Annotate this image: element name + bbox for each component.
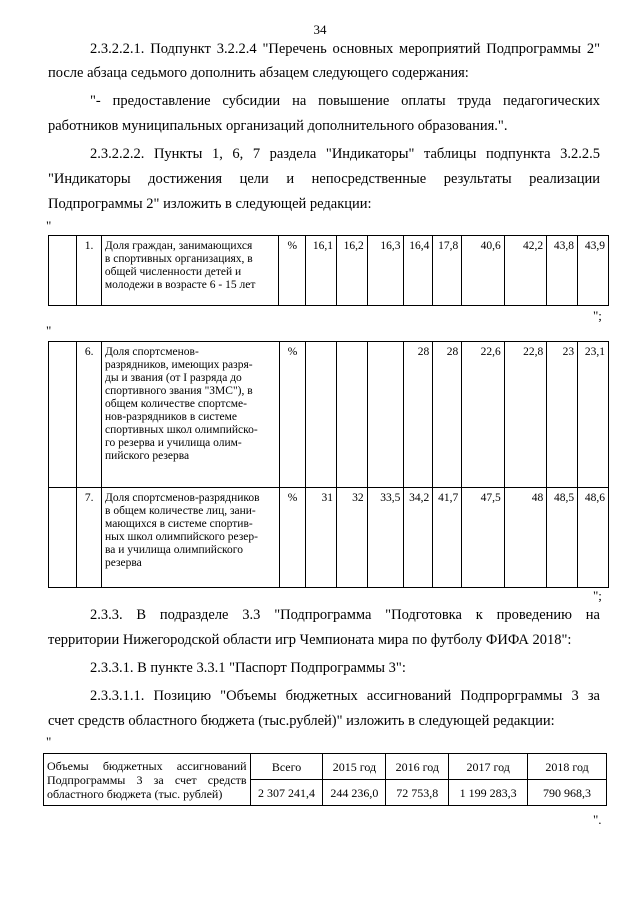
value-cell (306, 342, 337, 488)
unit-cell: % (279, 488, 306, 588)
value-cell: 16,4 (404, 236, 433, 306)
value-cell: 22,6 (462, 342, 505, 488)
para2-line3: Подпрограммы 2" изложить в следующей редакции: (48, 196, 372, 212)
indicator-description: Доля граждан, занимающихся в спортивных организациях, в общей численности детей и молодежи в возрасте 6 - 15 лет (101, 236, 279, 306)
indicators-table-2 (48, 341, 609, 588)
value-cell: 43,8 (547, 236, 578, 306)
value-cell: 31 (306, 488, 337, 588)
table-row (49, 236, 609, 306)
para1-line2: после абзаца седьмого дополнить абзацем следующего содержания: (48, 65, 469, 81)
value-cell: 23,1 (578, 342, 609, 488)
budget-value: 72 753,8 (386, 780, 449, 806)
budget-header: 2017 год (449, 754, 528, 780)
table-row (44, 754, 607, 780)
value-cell: 17,8 (433, 236, 462, 306)
value-cell: 48,5 (547, 488, 578, 588)
value-cell: 40,6 (462, 236, 504, 306)
quote-open-1: " (46, 218, 52, 233)
table-row (49, 488, 609, 588)
budget-label: Объемы бюджетных ассигнований Подпрограммы 3 за счет средств областного бюджета (тыс. рублей) (44, 754, 251, 806)
para3-line1: 2.3.3. В подразделе 3.3 "Подпрограмма "Подготовка к проведению на (90, 607, 600, 623)
budget-value: 244 236,0 (323, 780, 386, 806)
value-cell: 22,8 (504, 342, 547, 488)
budget-value: 1 199 283,3 (449, 780, 528, 806)
value-cell: 32 (337, 488, 368, 588)
value-cell: 28 (404, 342, 433, 488)
page-number: 34 (313, 22, 327, 37)
budget-header: 2018 год (528, 754, 607, 780)
row-number: 1. (77, 236, 102, 306)
para1-quote-line2: работников муниципальных организаций дополнительного образования.". (48, 118, 508, 134)
value-cell: 16,3 (367, 236, 404, 306)
para1-line1: 2.3.2.2.1. Подпункт 3.2.2.4 "Перечень основных мероприятий Подпрограммы 2" (90, 41, 600, 57)
para3-line2: территории Нижегородской области игр Чемпионата мира по футболу ФИФА 2018": (48, 632, 572, 648)
indicators-table-1 (48, 235, 609, 306)
value-cell: 47,5 (462, 488, 505, 588)
value-cell: 28 (433, 342, 462, 488)
value-cell: 16,1 (306, 236, 337, 306)
value-cell (367, 342, 404, 488)
quote-close-3: ". (593, 812, 602, 827)
budget-header: 2016 год (386, 754, 449, 780)
budget-value: 790 968,3 (528, 780, 607, 806)
value-cell (337, 342, 368, 488)
quote-close-1: "; (593, 308, 602, 323)
quote-close-2: "; (593, 588, 602, 603)
quote-open-3: " (46, 734, 52, 749)
para2-line2: "Индикаторы достижения цели и непосредственные результаты реализации (48, 171, 600, 187)
unit-cell: % (279, 342, 306, 488)
budget-header: 2015 год (323, 754, 386, 780)
indicator-description: Доля спортсменов- разрядников, имеющих разря- ды и звания (от I разряда до спортивного звания "ЗМС"), в общем количестве спортсме- нов-разрядников в системе спортивных школ олимпийско- го резерва и училища олим- пийского резерва (102, 342, 280, 488)
row-number: 7. (77, 488, 102, 588)
value-cell: 41,7 (433, 488, 462, 588)
quote-open-2: " (46, 323, 52, 338)
para2-line1: 2.3.2.2.2. Пункты 1, 6, 7 раздела "Индикаторы" таблицы подпункта 3.2.2.5 (90, 146, 600, 162)
value-cell: 42,2 (504, 236, 546, 306)
value-cell: 33,5 (367, 488, 404, 588)
value-cell: 34,2 (404, 488, 433, 588)
value-cell: 23 (547, 342, 578, 488)
value-cell: 16,2 (336, 236, 367, 306)
para3-line3: 2.3.3.1. В пункте 3.3.1 "Паспорт Подпрограммы 3": (90, 660, 406, 676)
para1-quote-line1: "- предоставление субсидии на повышение оплаты труда педагогических (90, 93, 600, 109)
unit-cell: % (279, 236, 306, 306)
para3-line5: счет средств областного бюджета (тыс.рублей)" изложить в следующей редакции: (48, 713, 555, 729)
value-cell: 48,6 (578, 488, 609, 588)
value-cell: 43,9 (578, 236, 609, 306)
indicator-description: Доля спортсменов-разрядников в общем количестве лиц, зани- мающихся в системе спортив- ных школ олимпийского резер- ва и училища олимпийского резерва (102, 488, 280, 588)
budget-value: 2 307 241,4 (250, 780, 323, 806)
table-row (49, 342, 609, 488)
budget-header: Всего (250, 754, 323, 780)
row-number: 6. (77, 342, 102, 488)
para3-line4: 2.3.3.1.1. Позицию "Объемы бюджетных ассигнований Подпрорграммы 3 за (90, 688, 600, 704)
value-cell: 48 (504, 488, 547, 588)
budget-table (43, 753, 607, 806)
